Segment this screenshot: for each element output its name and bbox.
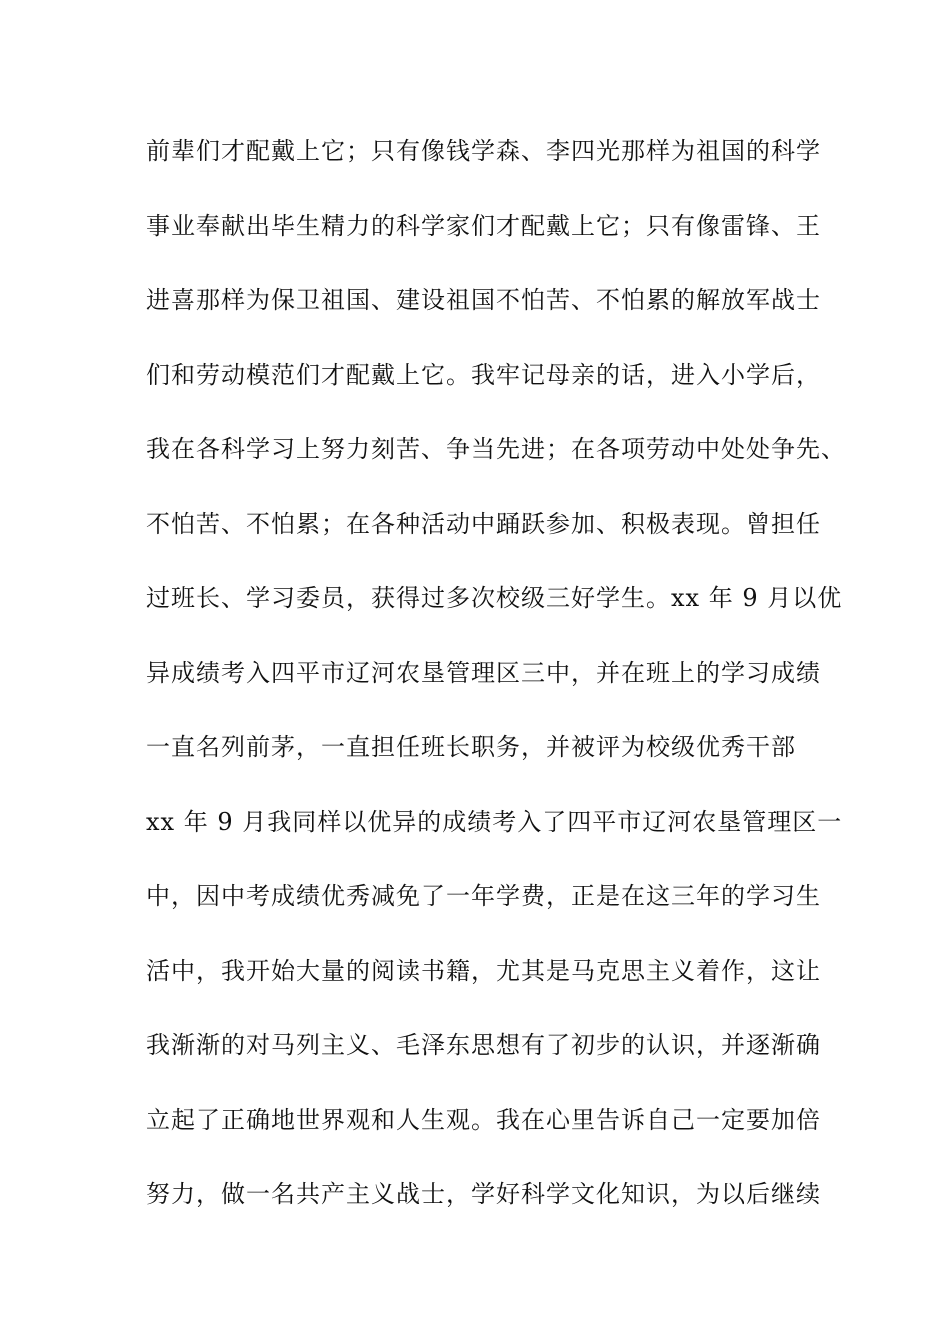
text-line: 前辈们才配戴上它；只有像钱学森、李四光那样为祖国的科学 (146, 137, 821, 165)
text-line: 异成绩考入四平市辽河农垦管理区三中，并在班上的学习成绩 (146, 658, 821, 687)
text-line: xx 年 9 月我同样以优异的成绩考入了四平市辽河农垦管理区一 (146, 807, 843, 836)
text-line: 事业奉献出毕生精力的科学家们才配戴上它；只有像雷锋、王 (146, 211, 821, 240)
text-line: 一直名列前茅，一直担任班长职务，并被评为校级优秀干部 (146, 733, 796, 761)
text-line: 我在各科学习上努力刻苦、争当先进；在各项劳动中处处争先、 (146, 435, 846, 463)
text-line: 我渐渐的对马列主义、毛泽东思想有了初步的认识，并逐渐确 (146, 1031, 821, 1059)
body-text (146, 133, 846, 1251)
text-line: 进喜那样为保卫祖国、建设祖国不怕苦、不怕累的解放军战士 (146, 286, 821, 314)
text-line: 不怕苦、不怕累；在各种活动中踊跃参加、积极表现。曾担任 (146, 509, 821, 538)
text-line: 过班长、学习委员，获得过多次校级三好学生。xx 年 9 月以优 (146, 584, 843, 612)
text-line: 中，因中考成绩优秀减免了一年学费，正是在这三年的学习生 (146, 882, 821, 910)
text-line: 立起了正确地世界观和人生观。我在心里告诉自己一定要加倍 (146, 1105, 821, 1134)
text-line: 努力，做一名共产主义战士，学好科学文化知识，为以后继续 (146, 1180, 821, 1208)
text-line: 们和劳动模范们才配戴上它。我牢记母亲的话，进入小学后， (146, 360, 821, 389)
text-line: 活中，我开始大量的阅读书籍，尤其是马克思主义着作，这让 (146, 956, 821, 985)
